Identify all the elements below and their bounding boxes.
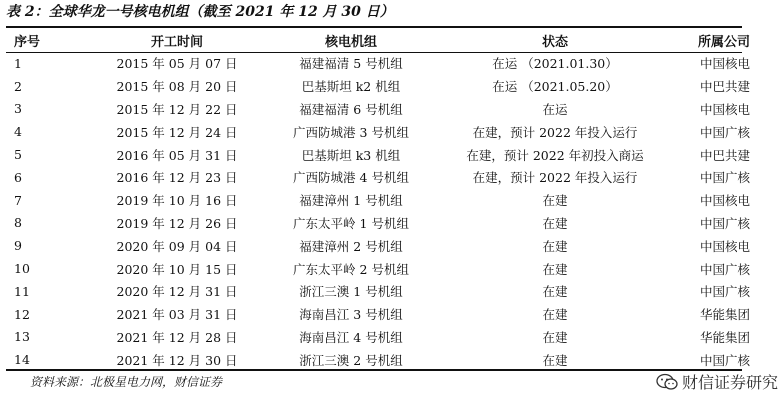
cell-start-date: 2016 年 12 月 23 日 [116,170,238,186]
table-row [6,98,754,121]
cell-index: 14 [14,352,30,368]
table-row [6,212,754,235]
cell-start-date: 2015 年 05 月 07 日 [116,56,238,72]
table-row [6,326,754,349]
wechat-icon [656,373,678,391]
cell-company: 中国广核 [699,170,750,186]
table-title: 表 2：全球华龙一号核电机组（截至 2021 年 12 月 30 日） [6,4,394,20]
source-note: 资料来源：北极星电力网，财信证券 [30,375,223,389]
cell-company: 华能集团 [699,307,750,323]
header-company: 所属公司 [697,34,750,50]
cell-index: 5 [14,147,22,163]
cell-status: 在运 [542,101,568,117]
cell-status: 在运 （2021.01.30） [492,56,618,72]
cell-company: 华能集团 [699,329,750,345]
cell-start-date: 2021 年 12 月 30 日 [116,352,238,368]
cell-status: 在建 [542,193,568,209]
cell-index: 4 [14,124,22,140]
cell-status: 在建 [542,352,568,368]
cell-index: 13 [14,329,30,345]
cell-unit: 福建漳州 2 号机组 [299,238,403,254]
watermark-text: 财信证券研究 [681,373,778,392]
cell-status: 在建 [542,238,568,254]
cell-unit: 浙江三澳 2 号机组 [299,352,403,368]
cell-status: 在建，预计 2022 年投入运行 [472,124,638,140]
cell-index: 7 [14,192,22,208]
cell-status: 在建 [542,284,568,300]
cell-start-date: 2019 年 12 月 26 日 [116,215,238,231]
cell-status: 在建 [542,215,568,231]
cell-index: 11 [14,283,30,299]
cell-index: 6 [14,169,22,185]
cell-start-date: 2015 年 12 月 22 日 [116,101,238,117]
cell-company: 中国核电 [699,193,750,209]
header-start-date: 开工时间 [150,34,203,50]
cell-unit: 巴基斯坦 k2 机组 [301,79,401,95]
cell-status: 在建 [542,329,568,345]
cell-index: 8 [14,215,22,231]
cell-start-date: 2016 年 05 月 31 日 [116,147,238,163]
cell-unit: 海南昌江 4 号机组 [299,329,403,345]
cell-company: 中国广核 [699,261,750,277]
cell-index: 12 [14,306,30,322]
cell-unit: 广西防城港 4 号机组 [293,170,409,186]
cell-start-date: 2015 年 12 月 24 日 [116,124,238,140]
cell-status: 在建，预计 2022 年初投入商运 [466,147,644,163]
table-row [6,166,754,189]
cell-start-date: 2021 年 12 月 28 日 [116,329,238,345]
table-row [6,189,754,212]
table-row [6,52,754,75]
table-header-row [6,28,754,52]
table-row [6,143,754,166]
cell-unit: 福建福清 6 号机组 [299,101,403,117]
table-row [6,234,754,257]
cell-index: 9 [14,238,22,254]
watermark [656,370,778,393]
cell-start-date: 2020 年 09 月 04 日 [116,238,238,254]
cell-company: 中国核电 [699,101,750,117]
cell-company: 中国广核 [699,124,750,140]
cell-unit: 广东太平岭 2 号机组 [293,261,409,277]
table-row [6,75,754,98]
cell-unit: 福建福清 5 号机组 [299,56,403,72]
cell-status: 在建 [542,307,568,323]
reactor-table [6,28,754,371]
table-row [6,280,754,303]
table-row [6,348,754,371]
cell-company: 中国广核 [699,352,750,368]
cell-start-date: 2020 年 12 月 31 日 [116,284,238,300]
cell-start-date: 2015 年 08 月 20 日 [116,79,238,95]
cell-company: 中国广核 [699,284,750,300]
cell-start-date: 2021 年 03 月 31 日 [116,307,238,323]
cell-index: 3 [14,101,22,117]
cell-index: 1 [14,55,22,71]
cell-status: 在建 [542,261,568,277]
cell-company: 中国核电 [699,56,750,72]
header-status: 状态 [541,34,568,50]
cell-start-date: 2020 年 10 月 15 日 [116,261,238,277]
cell-index: 2 [14,78,22,94]
cell-company: 中巴共建 [699,147,750,163]
cell-unit: 广东太平岭 1 号机组 [293,215,409,231]
cell-status: 在运 （2021.05.20） [492,79,618,95]
cell-start-date: 2019 年 10 月 16 日 [116,193,238,209]
table-row [6,303,754,326]
cell-unit: 福建漳州 1 号机组 [299,193,403,209]
cell-status: 在建，预计 2022 年投入运行 [472,170,638,186]
cell-unit: 浙江三澳 1 号机组 [299,284,403,300]
cell-unit: 广西防城港 3 号机组 [293,124,409,140]
cell-company: 中国核电 [699,238,750,254]
table-row [6,257,754,280]
cell-company: 中国广核 [699,215,750,231]
cell-company: 中巴共建 [699,79,750,95]
table-row [6,120,754,143]
header-unit: 核电机组 [324,34,377,50]
cell-unit: 巴基斯坦 k3 机组 [301,147,401,163]
cell-index: 10 [14,261,30,277]
header-index: 序号 [14,34,41,50]
cell-unit: 海南昌江 3 号机组 [299,307,403,323]
